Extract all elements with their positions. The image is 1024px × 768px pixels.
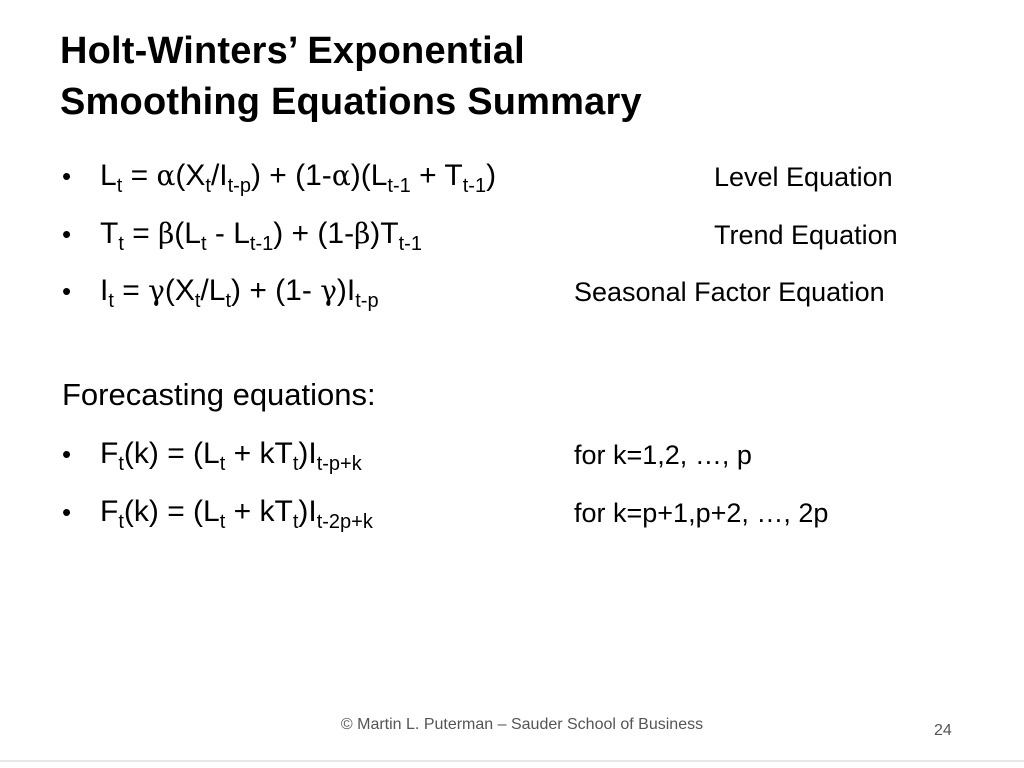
slide-title [60, 26, 960, 128]
bullet-icon: • [62, 497, 72, 527]
bottom-divider [0, 760, 1024, 762]
bullet-icon: • [62, 439, 72, 469]
forecast-range-2: for k=p+1,p+2, …, 2p [574, 498, 829, 528]
forecast-range-1: for k=1,2, …, p [574, 440, 752, 470]
level-equation-label: Level Equation [714, 162, 893, 192]
page-number: 24 [934, 722, 952, 739]
seasonal-equation: $I_t = \gamma(X_t/L_t) + (1-$ $\gamma)I_{t-p}$ [100, 274, 379, 312]
trend-equation-label: Trend Equation [714, 220, 898, 250]
seasonal-equation-label: Seasonal Factor Equation [574, 277, 885, 307]
trend-equation: $T_t = \beta(L_t - L_{t-1}) + (1-\beta)T_{t-1}$ [100, 217, 422, 255]
bullet-icon: • [62, 219, 72, 249]
title-line-1: Holt-Winters’ Exponential [60, 30, 525, 72]
forecast-equation-2: $F_t(k) = (L_t + kT_t)I_{t-2p+k}$ [100, 495, 373, 533]
bullet-icon: • [62, 161, 72, 191]
footer-copyright: © Martin L. Puterman – Sauder School of Business [340, 716, 704, 733]
forecast-equation-1: $F_t(k) = (L_t + kT_t)I_{t-p+k}$ [100, 437, 362, 475]
title-line-2: Smoothing Equations Summary [60, 81, 642, 123]
forecasting-heading: Forecasting equations: [62, 377, 376, 412]
level-equation: $L_t = \alpha(X_t/I_{t-p}) + (1-\alpha)(L_{t-1} + T_{t-1})$ [100, 159, 497, 197]
bullet-icon: • [62, 276, 72, 306]
